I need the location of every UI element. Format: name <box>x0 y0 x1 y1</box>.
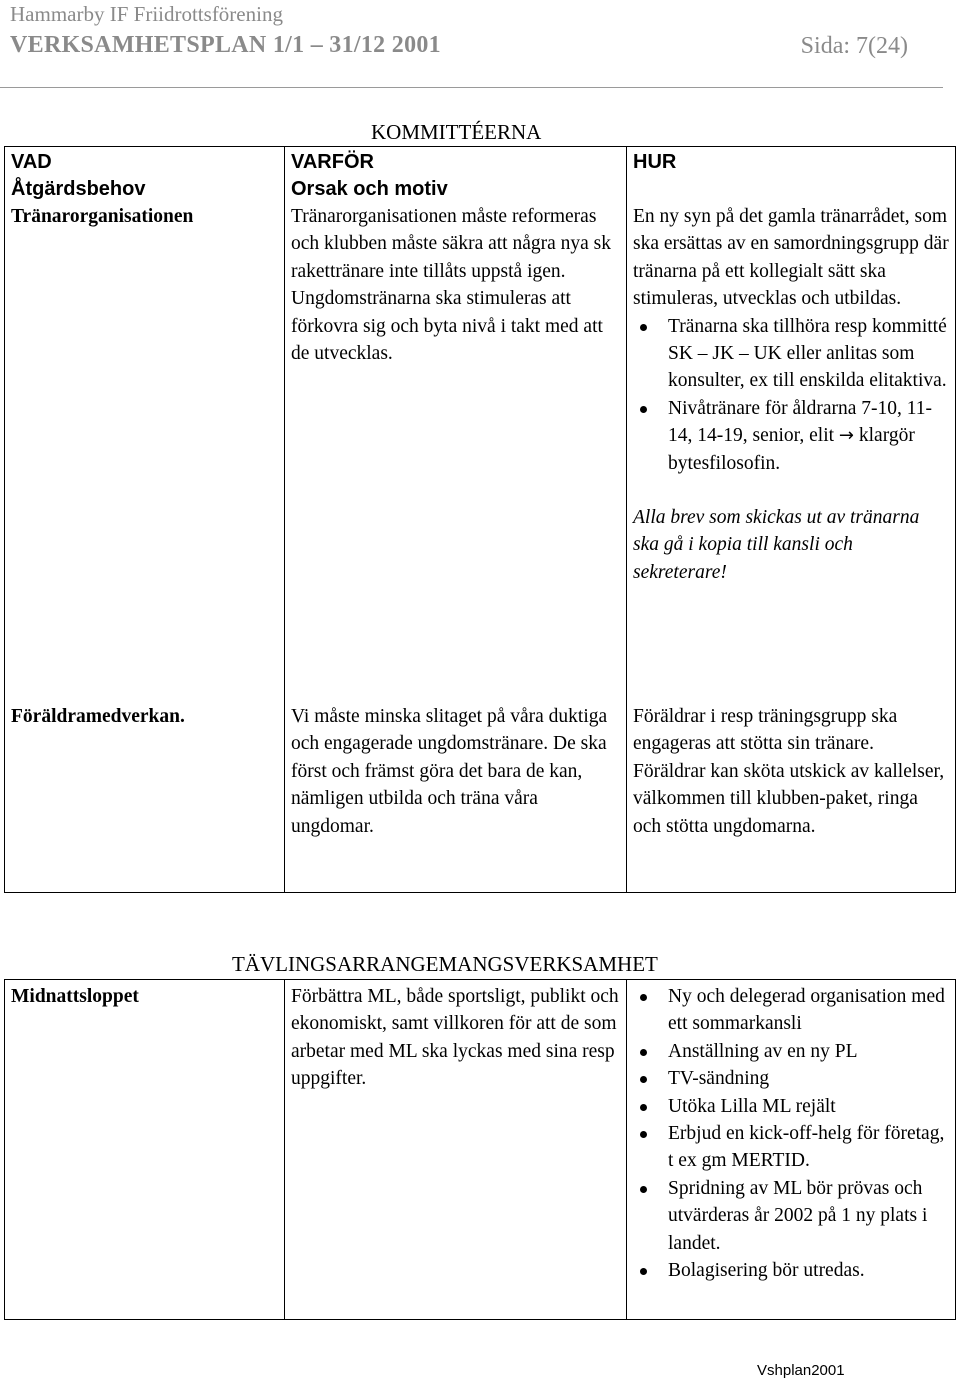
column-header-vad-title: VAD <box>11 151 52 173</box>
column-header-vad-sub: Åtgärdsbehov <box>11 178 146 200</box>
why-text: Tränarorganisationen måste reformeras och klubben måste säkra att några nya sk rakettränare inte tillåts uppstå igen. Ungdomstränarna ska stimuleras att förkovra sig och byta nivå i takt med att de utvecklas. <box>291 206 612 365</box>
list-item-text-tail: klargör bytesfilosofin. <box>668 425 915 474</box>
how-intro-text: Föräldrar i resp träningsgrupp ska engageras att stötta sin tränare. Föräldrar kan sköta utskick av kallelser, välkommen till klubben-paket, ringa och stötta ungdomarna. <box>633 706 945 837</box>
how-intro-text: En ny syn på det gamla tränarrådet, som ska ersättas av en samordningsgrupp där tränarna på ett kollegialt sätt ska stimuleras, utvecklas och utbildas. <box>633 206 949 310</box>
list-item: Anställning av en ny PL <box>633 1038 949 1065</box>
list-item: Ny och delegerad organisation med ett sommarkansli <box>633 983 949 1038</box>
column-header-varfor <box>285 147 627 204</box>
kommitteerna-table <box>4 146 956 893</box>
how-note-text: Alla brev som skickas ut av tränarna ska gå i kopia till kansli och sekreterare! <box>633 507 920 583</box>
column-header-varfor-title: VARFÖR <box>291 151 374 173</box>
footer-text: Vshplan2001 <box>757 1362 845 1379</box>
column-header-varfor-sub: Orsak och motiv <box>291 178 448 200</box>
list-item-text: Nivåtränare för åldrarna 7-10, 11-14, 14-19, senior, elit <box>668 397 933 447</box>
table-row <box>5 980 956 1320</box>
table-row <box>5 203 956 703</box>
plan-title: VERKSAMHETSPLAN 1/1 – 31/12 2001 <box>10 32 441 58</box>
list-item: Tränarna ska tillhöra resp kommitté SK – JK – UK eller anlitas som konsulter, ex till enskilda elitaktiva. <box>633 313 949 395</box>
list-item: Spridning av ML bör prövas och utvärderas år 2002 på 1 ny plats i landet. <box>633 1175 949 1257</box>
row-label-cell <box>5 203 285 703</box>
column-header-hur <box>627 147 956 204</box>
table-header-row <box>5 147 956 204</box>
why-cell <box>285 703 627 892</box>
column-header-vad <box>5 147 285 204</box>
how-cell <box>627 980 956 1320</box>
list-item: Utöka Lilla ML rejält <box>633 1093 949 1120</box>
row-label-tranarorganisationen: Tränarorganisationen <box>11 206 194 227</box>
section-title-tavling: TÄVLINGSARRANGEMANGSVERKSAMHET <box>232 952 658 976</box>
row-label-foraldramedverkan: Föräldramedverkan. <box>11 706 185 727</box>
list-item <box>633 395 949 477</box>
list-item: Bolagisering bör utredas. <box>633 1257 949 1284</box>
why-text: Förbättra ML, både sportsligt, publikt och ekonomiskt, samt villkoren för att de som arbetar med ML ska lyckas med sina resp uppgifter. <box>291 986 619 1090</box>
header-divider <box>0 87 943 88</box>
arrow-right-icon: → <box>838 425 854 447</box>
organization-name: Hammarby IF Friidrottsförening <box>10 2 283 26</box>
section-title-kommitteerna: KOMMITTÉERNA <box>371 120 542 144</box>
how-cell <box>627 703 956 892</box>
how-bullet-list <box>633 313 949 477</box>
page-number: Sida: 7(24) <box>800 33 908 59</box>
why-text: Vi måste minska slitaget på våra duktiga och engagerade ungdomstränare. De ska först och främst göra det bara de kan, nämligen utbilda och träna våra ungdomar. <box>291 706 608 837</box>
row-label-cell <box>5 980 285 1320</box>
why-cell <box>285 203 627 703</box>
how-cell <box>627 203 956 703</box>
how-bullet-list <box>633 983 949 1284</box>
table-row <box>5 703 956 892</box>
list-item: TV-sändning <box>633 1065 949 1092</box>
why-cell <box>285 980 627 1320</box>
row-label-cell <box>5 703 285 892</box>
column-header-hur-title: HUR <box>633 151 677 173</box>
list-item: Erbjud en kick-off-helg för företag, t ex gm MERTID. <box>633 1120 949 1175</box>
row-label-midnattsloppet: Midnattsloppet <box>11 986 139 1007</box>
tavling-table <box>4 979 956 1320</box>
